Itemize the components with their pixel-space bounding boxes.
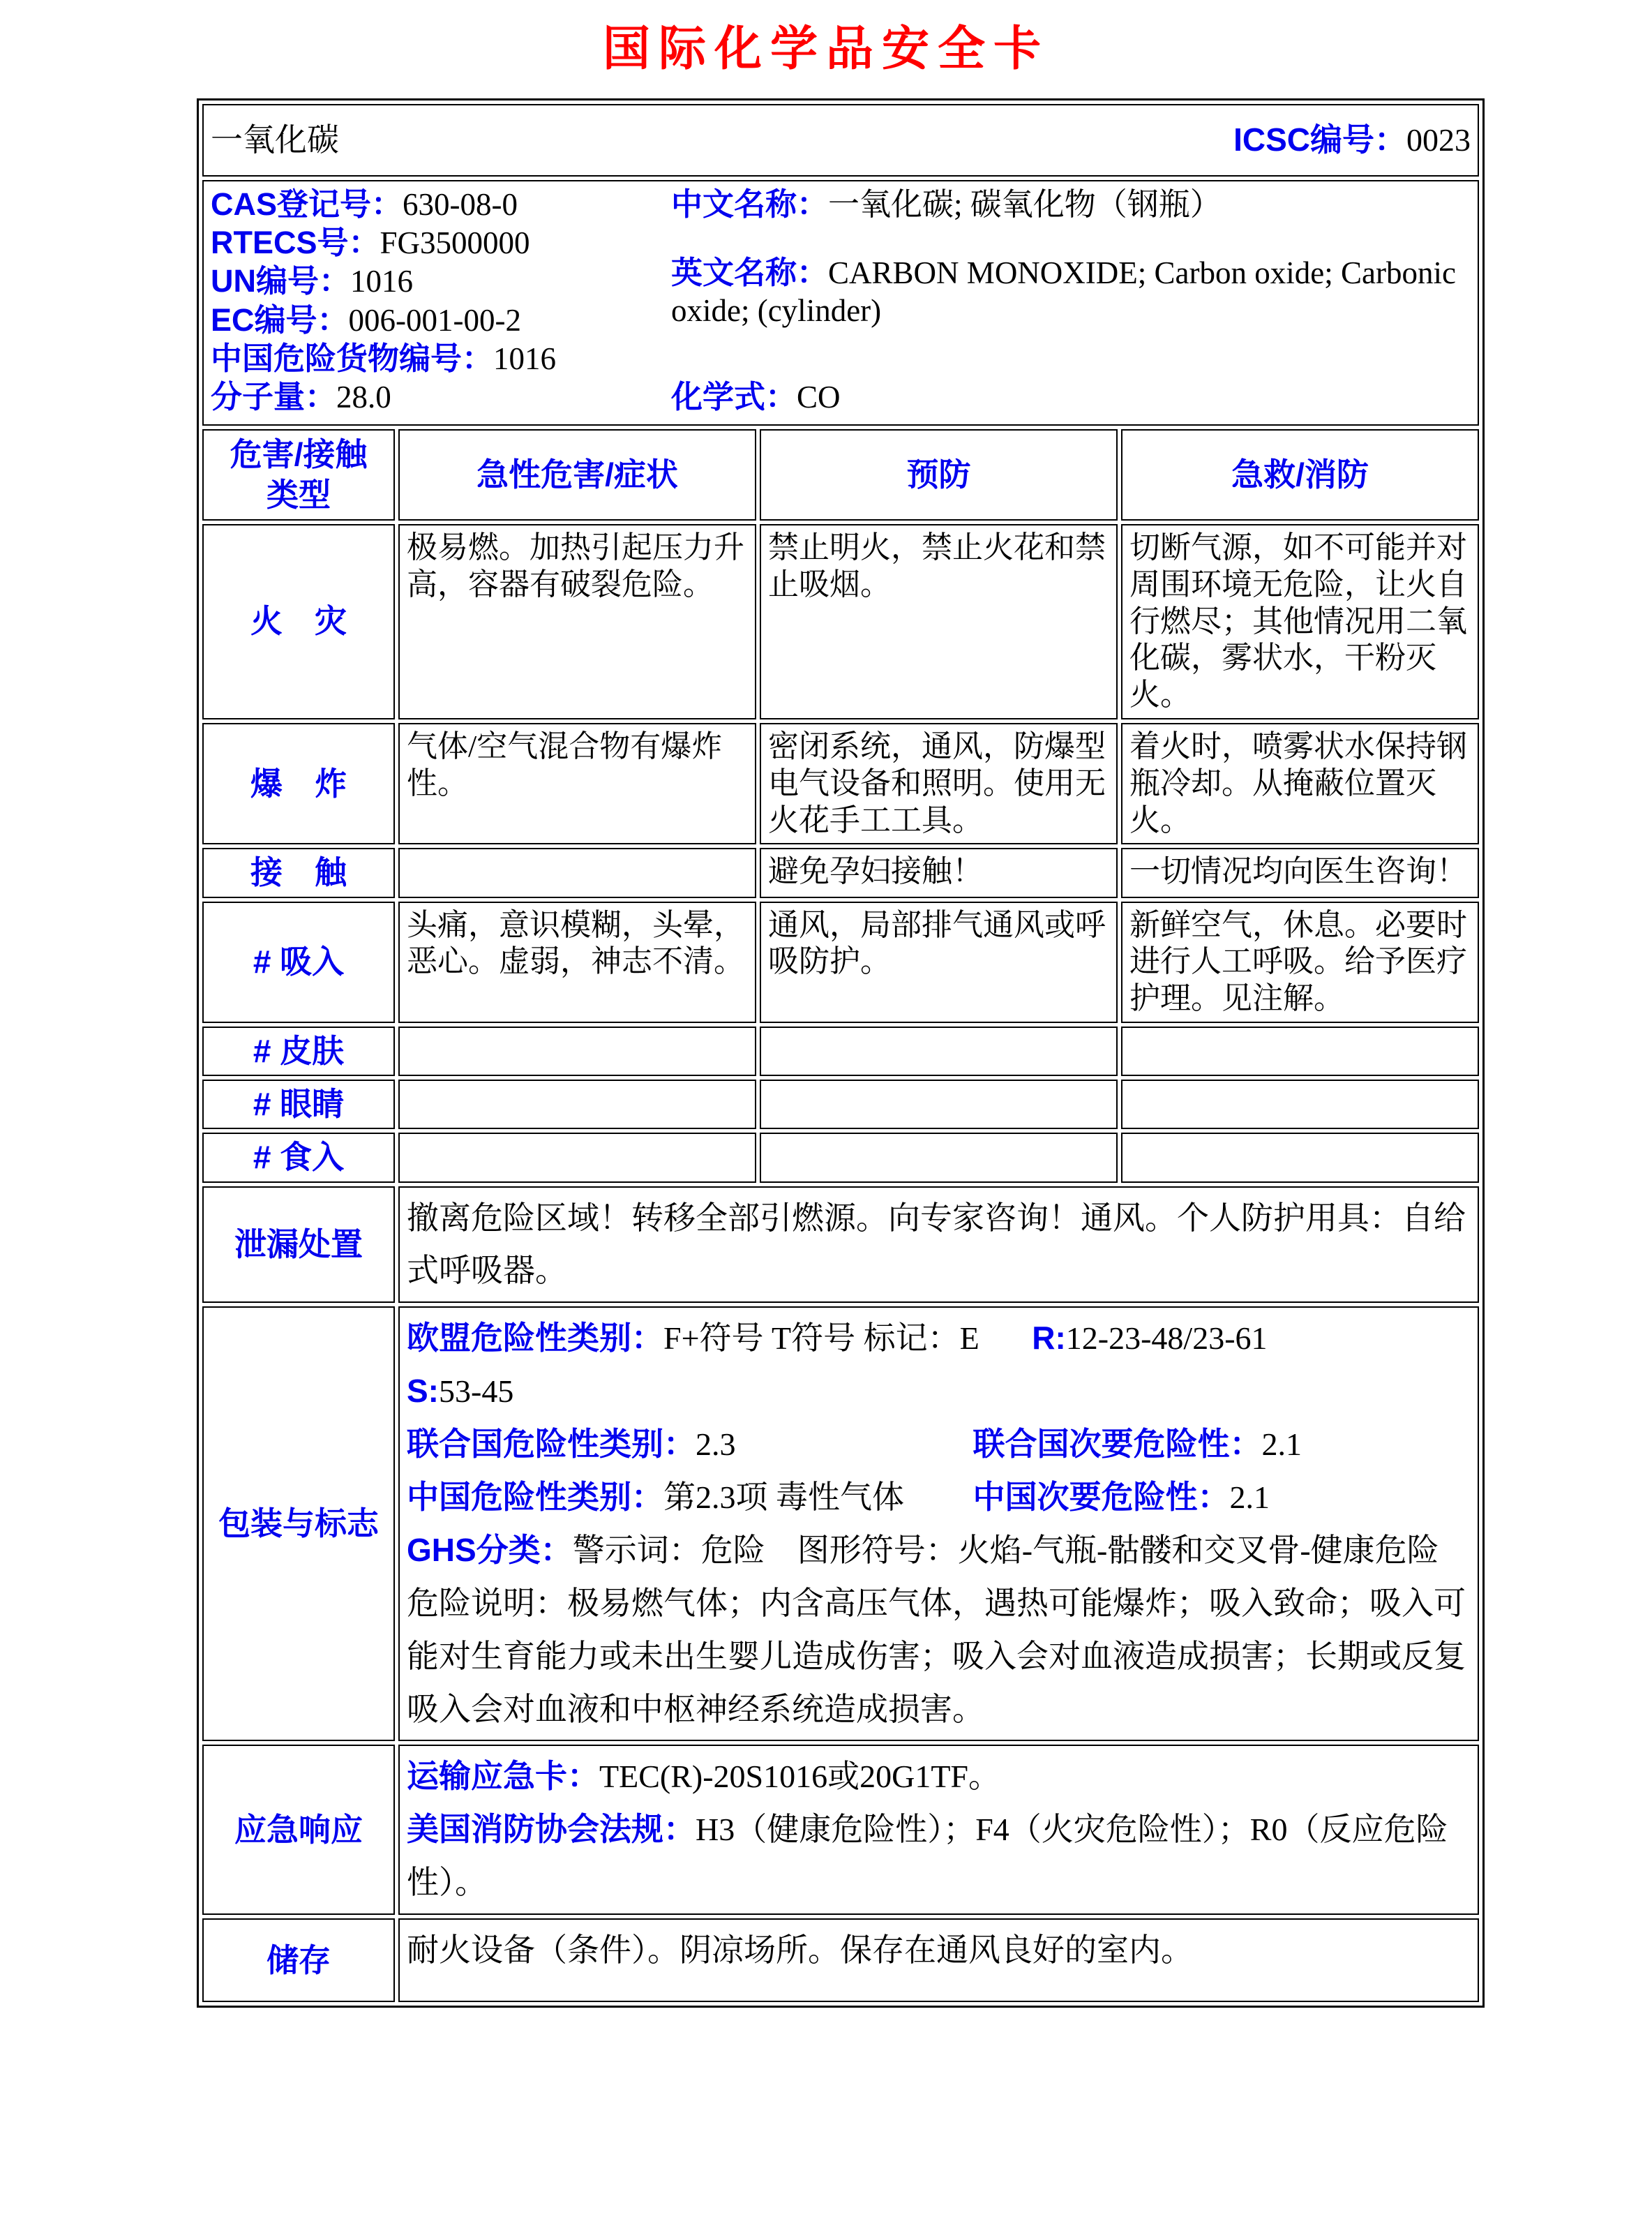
skin-prevention [760, 1027, 1118, 1076]
packaging-row-label: 包装与标志 [202, 1306, 395, 1741]
ec-number-value: 006-001-00-2 [348, 302, 521, 338]
fire-firstaid: 切断气源，如不可能并对周围环境无危险，让火自行燃尽；其他情况用二氧化碳，雾状水，干粉灭火。 [1121, 524, 1479, 719]
un-number-field [211, 262, 671, 300]
english-name-label: 英文名称： [671, 255, 829, 290]
china-hazard-class-label: 中国危险性类别： [407, 1478, 663, 1515]
cas-number-label: CAS登记号： [211, 186, 403, 222]
eu-hazard-class-value: F+符号 T符号 标记：E [663, 1320, 979, 1357]
chinese-name-field [671, 186, 1471, 223]
china-subsidiary-risk-label: 中国次要危险性： [973, 1478, 1230, 1515]
icsc-number-label: ICSC编号： [1233, 121, 1407, 158]
spill-row-label: 泄漏处置 [202, 1186, 395, 1304]
ghs-classification-label: GHS分类： [407, 1531, 573, 1568]
inhalation-prevention: 通风，局部排气通风或呼吸防护。 [760, 902, 1118, 1023]
fire-symptoms: 极易燃。加热引起压力升高，容器有破裂危险。 [398, 524, 756, 719]
storage-row [202, 1918, 1479, 2002]
inhalation-firstaid: 新鲜空气，休息。必要时进行人工呼吸。给予医疗护理。见注解。 [1121, 902, 1479, 1023]
icsc-number [1233, 121, 1471, 159]
storage-row-label: 储存 [202, 1918, 395, 2002]
inhalation-row [202, 902, 1479, 1023]
explosion-row-label: 爆 炸 [202, 723, 395, 844]
hazard-header-symptoms: 急性危害/症状 [398, 429, 756, 521]
emergency-content [398, 1745, 1479, 1915]
explosion-symptoms: 气体/空气混合物有爆炸性。 [398, 723, 756, 844]
cas-number-field [211, 186, 671, 223]
ingestion-row-label: # 食入 [202, 1133, 395, 1182]
s-phrases-label: S: [407, 1373, 439, 1410]
hazard-header-type: 危害/接触 类型 [202, 429, 395, 521]
hazard-header-firstaid: 急救/消防 [1121, 429, 1479, 521]
contact-row [202, 848, 1479, 897]
identification-right-column [671, 186, 1471, 416]
eyes-prevention [760, 1080, 1118, 1129]
inhalation-symptoms: 头痛，意识模糊，头晕，恶心。虚弱，神志不清。 [398, 902, 756, 1023]
china-hazard-class-line [407, 1471, 1471, 1524]
fire-row-label: 火 灾 [202, 524, 395, 719]
skin-firstaid [1121, 1027, 1479, 1076]
emergency-row-label: 应急响应 [202, 1745, 395, 1915]
chemical-formula-value: CO [797, 380, 841, 415]
eu-hazard-class-label: 欧盟危险性类别： [407, 1320, 663, 1357]
name-cell [202, 104, 1479, 177]
nfpa-code-label: 美国消防协会法规： [407, 1811, 696, 1848]
packaging-content [398, 1306, 1479, 1741]
page-title: 国际化学品安全卡 [602, 21, 1049, 77]
skin-row-label: # 皮肤 [202, 1027, 395, 1076]
spill-row [202, 1186, 1479, 1304]
icsc-card-table [197, 98, 1485, 2008]
storage-text: 耐火设备（条件）。阴凉场所。保存在通风良好的室内。 [398, 1918, 1479, 2002]
nfpa-code-line [407, 1803, 1471, 1909]
contact-firstaid: 一切情况均向医生咨询！ [1121, 848, 1479, 897]
fire-row [202, 524, 1479, 719]
s-phrases-line [407, 1365, 1471, 1418]
un-hazard-class-line [407, 1418, 1471, 1471]
transport-emergency-card-value: TEC(R)-20S1016或20G1TF。 [599, 1759, 1000, 1795]
skin-symptoms [398, 1027, 756, 1076]
nfpa-code-value: H3（健康危险性）；F4（火灾危险性）；R0（反应危险性）。 [407, 1812, 1448, 1901]
ec-number-field [211, 301, 671, 339]
eyes-symptoms [398, 1080, 756, 1129]
ec-number-label: EC编号： [211, 301, 349, 338]
un-subsidiary-risk-value: 2.1 [1261, 1426, 1302, 1463]
china-dg-number-label: 中国危险货物编号： [211, 340, 494, 376]
chinese-name-label: 中文名称： [671, 186, 829, 222]
hazard-header-prevention: 预防 [760, 429, 1118, 521]
china-hazard-class-value: 第2.3项 毒性气体 [663, 1479, 904, 1515]
un-hazard-class-label: 联合国危险性类别： [407, 1426, 696, 1463]
contact-row-label: 接 触 [202, 848, 395, 897]
packaging-row [202, 1306, 1479, 1741]
rtecs-number-field [211, 224, 671, 262]
ghs-classification-line [407, 1524, 1471, 1736]
molecular-weight-label: 分子量： [211, 378, 337, 415]
hazard-header-row [202, 429, 1479, 521]
s-phrases-value: 53-45 [439, 1373, 514, 1410]
china-subsidiary-risk-value: 2.1 [1229, 1479, 1270, 1515]
fire-prevention: 禁止明火，禁止火花和禁止吸烟。 [760, 524, 1118, 719]
english-name-value: CARBON MONOXIDE; Carbon oxide; Carbonic oxide; (cylinder) [671, 255, 1456, 328]
eu-hazard-class-line [407, 1312, 1471, 1365]
chemical-name: 一氧化碳 [211, 122, 339, 158]
identification-left-column [211, 186, 671, 416]
un-number-value: 1016 [350, 264, 413, 299]
identification-cell [202, 180, 1479, 426]
un-hazard-class-value: 2.3 [696, 1426, 736, 1463]
english-name-field [671, 254, 1471, 329]
ingestion-prevention [760, 1133, 1118, 1182]
explosion-prevention: 密闭系统，通风，防爆型电气设备和照明。使用无火花手工工具。 [760, 723, 1118, 844]
identification-row [202, 180, 1479, 426]
transport-emergency-card-line [407, 1750, 1471, 1803]
eyes-row [202, 1080, 1479, 1129]
rtecs-number-label: RTECS号： [211, 225, 380, 261]
molecular-weight-value: 28.0 [336, 379, 391, 415]
r-phrases-label: R: [1032, 1320, 1066, 1357]
emergency-row [202, 1745, 1479, 1915]
name-row [202, 104, 1479, 177]
eyes-firstaid [1121, 1080, 1479, 1129]
contact-prevention: 避免孕妇接触！ [760, 848, 1118, 897]
un-number-label: UN编号： [211, 263, 350, 299]
cas-number-value: 630-08-0 [403, 187, 518, 222]
skin-row [202, 1027, 1479, 1076]
rtecs-number-value: FG3500000 [380, 225, 530, 261]
explosion-firstaid: 着火时，喷雾状水保持钢瓶冷却。从掩蔽位置灭火。 [1121, 723, 1479, 844]
explosion-row [202, 723, 1479, 844]
ingestion-row [202, 1133, 1479, 1182]
inhalation-row-label: # 吸入 [202, 902, 395, 1023]
r-phrases-value: 12-23-48/23-61 [1065, 1320, 1268, 1357]
china-dg-number-value: 1016 [493, 341, 557, 376]
chinese-name-value: 一氧化碳; 碳氧化物（钢瓶） [828, 187, 1222, 222]
molecular-weight-field [211, 378, 671, 416]
ingestion-firstaid [1121, 1133, 1479, 1182]
contact-symptoms [398, 848, 756, 897]
eyes-row-label: # 眼睛 [202, 1080, 395, 1129]
spill-text: 撤离危险区域！转移全部引燃源。向专家咨询！通风。个人防护用具：自给式呼吸器。 [398, 1186, 1479, 1304]
ingestion-symptoms [398, 1133, 756, 1182]
transport-emergency-card-label: 运输应急卡： [407, 1758, 599, 1795]
chemical-formula-field [671, 378, 1471, 416]
chemical-formula-label: 化学式： [671, 379, 797, 415]
ghs-classification-value: 警示词：危险 图形符号：火焰-气瓶-骷髅和交叉骨-健康危险 危险说明：极易燃气体；内含高压气体，遇热可能爆炸；吸入致命；吸入可能对生育能力或未出生婴儿造成伤害；吸入会对血液造成损害；长期或反复吸入会对血液和中枢神经系统造成损害。 [407, 1532, 1471, 1727]
china-dg-number-field [211, 340, 671, 378]
un-subsidiary-risk-label: 联合国次要危险性： [973, 1426, 1262, 1463]
icsc-number-value: 0023 [1406, 122, 1471, 158]
